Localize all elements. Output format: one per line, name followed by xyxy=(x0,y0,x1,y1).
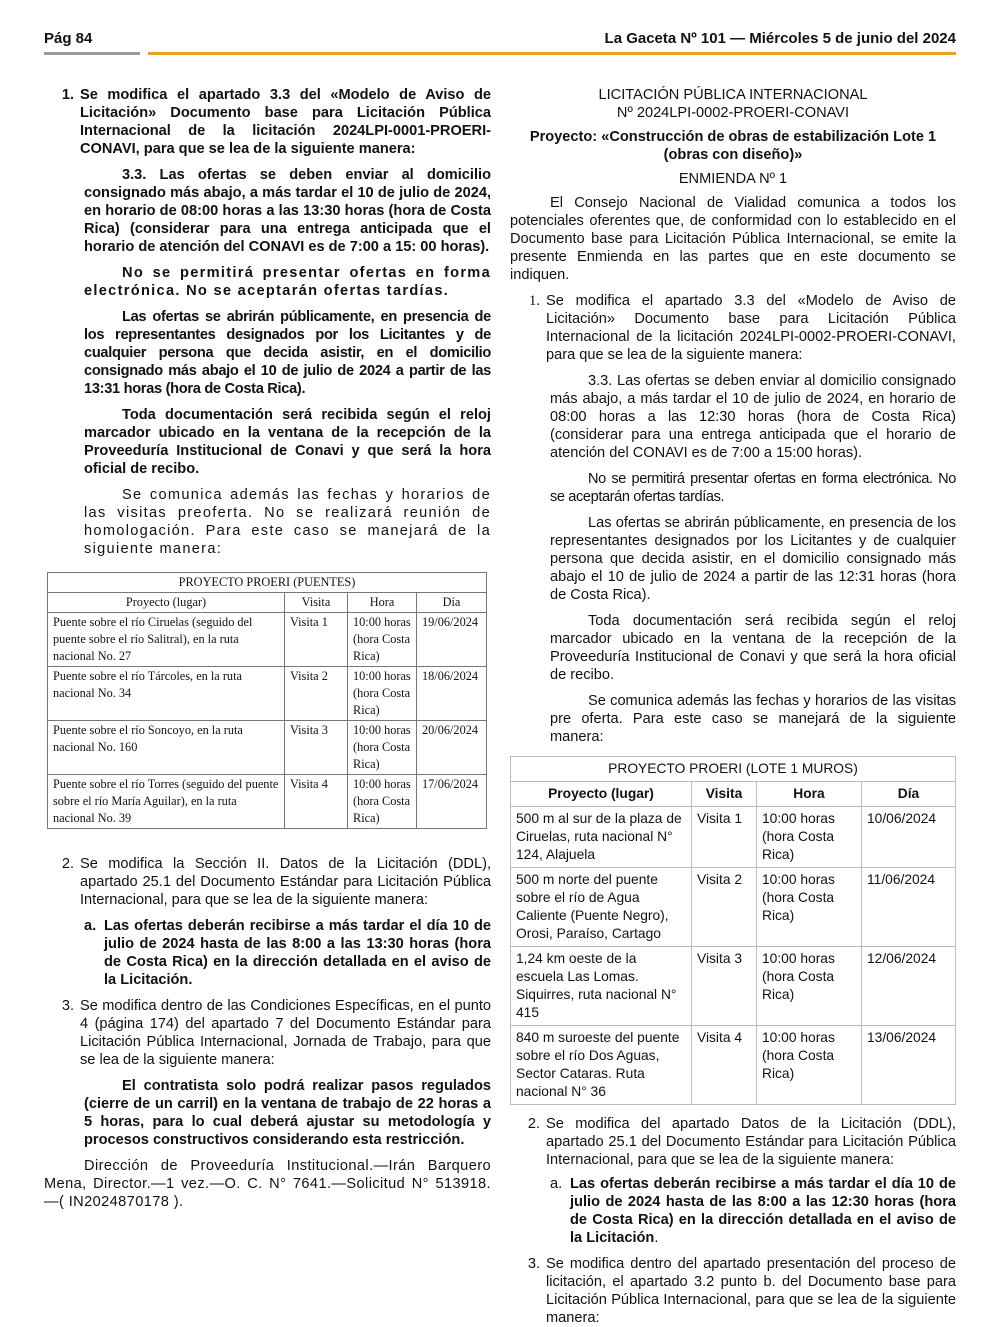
left-item-2a xyxy=(84,917,491,989)
item-text: Se modifica dentro de las Condiciones Específicas, en el punto 4 (página 174) del apartado 7 del Documento Estándar para Licitación Pública Internacional, Jornada de Trabajo, para que se lea de la siguiente manera: xyxy=(80,998,491,1068)
cell-day: 17/06/2024 xyxy=(417,775,487,829)
cell-day: 10/06/2024 xyxy=(862,807,956,868)
right-intro: El Consejo Nacional de Vialidad comunica a todos los potenciales oferentes que, de conformidad con lo establecido en el Documento base para Licitación Pública Internacional, se emite la presente Enmienda en las partes que en este documento se indiquen. xyxy=(510,195,956,283)
item-letter: a. xyxy=(550,1176,563,1192)
col-header-project: Proyecto (lugar) xyxy=(48,593,285,613)
table-title: PROYECTO PROERI (LOTE 1 MUROS) xyxy=(511,757,956,782)
cell-day: 20/06/2024 xyxy=(417,721,487,775)
cell-visit: Visita 2 xyxy=(692,868,757,947)
cell-project: 840 m suroeste del puente sobre el río Dos Aguas, Sector Cataras. Ruta nacional N° 36 xyxy=(511,1026,692,1105)
left-item-3 xyxy=(44,997,491,1069)
table-row xyxy=(48,775,487,829)
item-text: Las ofertas deberán recibirse a más tardar el día 10 de julio de 2024 hasta de las 8:00 a las 13:30 horas (hora de Costa Rica) en la dirección detallada en el aviso de la Licitación. xyxy=(104,918,491,988)
table-header-row xyxy=(511,782,956,807)
table-row xyxy=(48,721,487,775)
item-text: Las ofertas deberán recibirse a más tardar el día 10 de julio de 2024 hasta de las 8:00 a las 12:30 horas (hora de Costa Rica) en la dirección detallada en el aviso de la Licitación xyxy=(570,1176,956,1246)
gazette-title: La Gaceta Nº 101 — Miércoles 5 de junio del 2024 xyxy=(604,30,956,47)
cell-project: 500 m norte del puente sobre el río de Agua Caliente (Puente Negro), Orosi, Paraíso, Cartago xyxy=(511,868,692,947)
item-number: 2. xyxy=(527,1116,540,1132)
item-text-end: . xyxy=(654,1230,659,1246)
table-header-row xyxy=(48,593,487,613)
cell-project: Puente sobre el río Tárcoles, en la ruta nacional No. 34 xyxy=(48,667,285,721)
item-number: 1. xyxy=(61,87,74,103)
table-row xyxy=(511,868,956,947)
item-text: Se modifica la Sección II. Datos de la Licitación (DDL), apartado 25.1 del Documento Estándar para Licitación Pública Internacional, para que se lea de la siguiente manera: xyxy=(80,856,491,908)
cell-time: 10:00 horas (hora Costa Rica) xyxy=(348,721,417,775)
tender-title: LICITACIÓN PÚBLICA INTERNACIONAL xyxy=(598,87,868,103)
cell-project: Puente sobre el río Torres (seguido del puente sobre el río María Aguilar), en la ruta nacional No. 39 xyxy=(48,775,285,829)
left-paragraph-electronic: No se permitirá presentar ofertas en forma electrónica. No se aceptarán ofertas tardías. xyxy=(84,265,491,299)
page-number: Pág 84 xyxy=(44,30,93,47)
cell-day: 12/06/2024 xyxy=(862,947,956,1026)
col-header-time: Hora xyxy=(757,782,862,807)
cell-project: 500 m al sur de la plaza de Ciruelas, ruta nacional N° 124, Alajuela xyxy=(511,807,692,868)
cell-visit: Visita 3 xyxy=(692,947,757,1026)
left-paragraph-visits: Se comunica además las fechas y horarios de las visitas preoferta. No se realizará reunión de homologación. Para este caso se manejará de la siguiente manera: xyxy=(84,487,491,557)
cell-project: Puente sobre el río Soncoyo, en la ruta nacional No. 160 xyxy=(48,721,285,775)
right-paragraph-opening: Las ofertas se abrirán públicamente, en presencia de los representantes designados por los Licitantes y de cualquier persona que decida asistir, en el domicilio consignado más abajo el 10 de julio de 2024 a partir de las 12:31 horas (hora de Costa Rica). xyxy=(550,515,956,603)
page-header xyxy=(44,26,956,56)
header-rule-gray xyxy=(44,52,140,55)
cell-visit: Visita 1 xyxy=(692,807,757,868)
item-number: 3. xyxy=(61,998,74,1014)
cell-visit: Visita 1 xyxy=(285,613,348,667)
right-visits-table xyxy=(510,756,956,1105)
col-header-time: Hora xyxy=(348,593,417,613)
cell-day: 19/06/2024 xyxy=(417,613,487,667)
left-item-2 xyxy=(44,855,491,909)
table-title: PROYECTO PROERI (PUENTES) xyxy=(48,573,487,593)
right-paragraph-electronic: No se permitirá presentar ofertas en forma electrónica. No se aceptarán ofertas tardías. xyxy=(550,471,956,505)
item-text: Se modifica el apartado 3.3 del «Modelo de Aviso de Licitación» Documento base para Licitación Pública Internacional de la licitación 2024LPI-0002-PROERI-CONAVI, para que se lea de la siguiente manera: xyxy=(546,293,956,363)
left-paragraph-opening: Las ofertas se abrirán públicamente, en presencia de los representantes designados por los Licitantes y de cualquier persona que decida asistir, en el domicilio consignado más abajo el 10 de julio de 2024 a partir de las 13:31 horas (hora de Costa Rica). xyxy=(84,309,491,397)
right-paragraph-visits: Se comunica además las fechas y horarios de las visitas pre oferta. Para este caso se manejará de la siguiente manera: xyxy=(550,693,956,745)
cell-visit: Visita 4 xyxy=(692,1026,757,1105)
col-header-visit: Visita xyxy=(692,782,757,807)
item-number: 2. xyxy=(61,856,74,872)
header-rule-orange xyxy=(148,52,956,55)
table-row xyxy=(48,667,487,721)
cell-time: 10:00 horas (hora Costa Rica) xyxy=(348,775,417,829)
left-paragraph-contractor: El contratista solo podrá realizar pasos regulados (cierre de un carril) en la ventana de trabajo de 22 horas a 5 horas, para lo cual deberá ajustar su metodología y procesos constructivos considerando esta restricción. xyxy=(84,1078,491,1148)
right-paragraph-documentation: Toda documentación será recibida según el reloj marcador ubicado en la ventana de la recepción de la Proveeduría Institucional de Conavi y que será la hora oficial de recibo. xyxy=(550,613,956,683)
table-row xyxy=(511,947,956,1026)
cell-project: 1,24 km oeste de la escuela Las Lomas. Siquirres, ruta nacional N° 415 xyxy=(511,947,692,1026)
project-title: Proyecto: «Construcción de obras de estabilización Lote 1 (obras con diseño)» xyxy=(529,129,937,163)
right-paragraph-3-3: 3.3. Las ofertas se deben enviar al domicilio consignado más abajo, a más tardar el 10 de julio de 2024, en horario de 08:00 horas a las 12:30 horas (hora de Costa Rica) (considerar para una entrega anticipada que el horario de atención del CONAVI es de 7:00 a 15:00 horas). xyxy=(550,373,956,461)
table-row xyxy=(511,807,956,868)
item-number: 1. xyxy=(529,293,540,309)
col-header-day: Día xyxy=(417,593,487,613)
cell-visit: Visita 2 xyxy=(285,667,348,721)
left-item-1 xyxy=(44,86,491,158)
left-signature: Dirección de Proveeduría Institucional.—Irán Barquero Mena, Director.—1 vez.—O. C. N° 7641.—Solicitud N° 513918.—( IN2024870178 ). xyxy=(44,1158,491,1210)
left-visits-table xyxy=(47,572,487,829)
col-header-visit: Visita xyxy=(285,593,348,613)
cell-time: 10:00 horas (hora Costa Rica) xyxy=(757,947,862,1026)
cell-time: 10:00 horas (hora Costa Rica) xyxy=(757,868,862,947)
item-text: Se modifica el apartado 3.3 del «Modelo de Aviso de Licitación» Documento base para Licitación Pública Internacional de la licitación 2024LPI-0001-PROERI-CONAVI, para que se lea de la siguiente manera: xyxy=(80,87,491,157)
left-paragraph-3-3: 3.3. Las ofertas se deben enviar al domicilio consignado más abajo, a más tardar el 10 de julio de 2024, en horario de 08:00 horas a las 13:30 horas (hora de Costa Rica) (considerar para una entrega anticipada que el horario de atención del CONAVI es de 7:00 a 15: 00 horas). xyxy=(84,167,491,255)
item-text: Se modifica dentro del apartado presentación del proceso de licitación, el apartado 3.2 punto b. del Documento base para Licitación Pública Internacional, para que se lea de la siguiente manera: xyxy=(546,1256,956,1326)
item-text: Se modifica del apartado Datos de la Licitación (DDL), apartado 25.1 del Documento Estándar para Licitación Pública Internacional, para que se lea de la siguiente manera: xyxy=(546,1116,956,1168)
right-item-1 xyxy=(510,292,956,364)
cell-visit: Visita 3 xyxy=(285,721,348,775)
amendment-title: ENMIENDA Nº 1 xyxy=(678,171,788,187)
cell-time: 10:00 horas (hora Costa Rica) xyxy=(348,667,417,721)
right-column xyxy=(510,86,956,1327)
cell-time: 10:00 horas (hora Costa Rica) xyxy=(757,1026,862,1105)
table-row xyxy=(511,1026,956,1105)
col-header-day: Día xyxy=(862,782,956,807)
right-item-2 xyxy=(510,1115,956,1169)
left-paragraph-documentation: Toda documentación será recibida según el reloj marcador ubicado en la ventana de la recepción de la Proveeduría Institucional de Conavi y que será la hora oficial de recibo. xyxy=(84,407,491,477)
cell-day: 13/06/2024 xyxy=(862,1026,956,1105)
cell-time: 10:00 horas (hora Costa Rica) xyxy=(348,613,417,667)
left-column xyxy=(44,86,491,1211)
cell-day: 18/06/2024 xyxy=(417,667,487,721)
col-header-project: Proyecto (lugar) xyxy=(511,782,692,807)
table-row xyxy=(48,613,487,667)
right-item-2a xyxy=(550,1175,956,1247)
item-letter: a. xyxy=(84,918,97,934)
item-number: 3. xyxy=(527,1256,540,1272)
cell-day: 11/06/2024 xyxy=(862,868,956,947)
tender-number: Nº 2024LPI-0002-PROERI-CONAVI xyxy=(616,105,850,121)
cell-project: Puente sobre el río Ciruelas (seguido del puente sobre el río Salitral), en la ruta nacional No. 27 xyxy=(48,613,285,667)
cell-visit: Visita 4 xyxy=(285,775,348,829)
cell-time: 10:00 horas (hora Costa Rica) xyxy=(757,807,862,868)
right-item-3 xyxy=(510,1255,956,1327)
